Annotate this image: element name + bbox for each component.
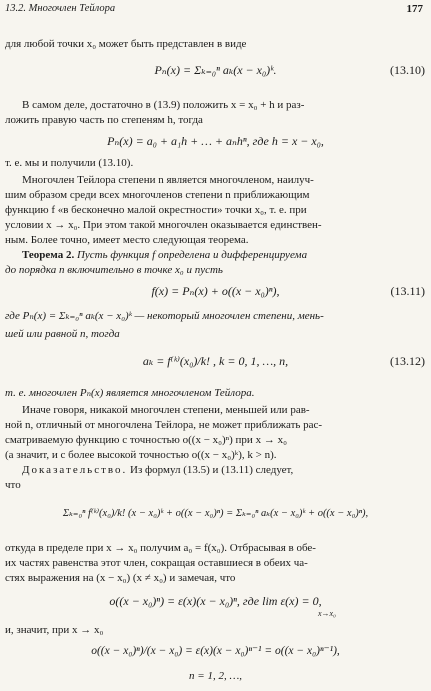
proof-label: Доказательство. [22,464,128,476]
equation-number: (13.11) [390,284,425,298]
equation-number: (13.10) [390,63,425,77]
section-title: 13.2. Многочлен Тейлора [5,3,116,14]
book-page: 13.2. Многочлен Тейлора 177 для любой точки x₀ может быть представлен в виде Pₙ(x) = Σₖ₌₀ⁿ aₖ(x − x₀)ᵏ. (13.10) В самом деле, достаточно в (13.9) положить x = x₀ + h и раз- ложить правую часть по степеням h, тогда Pₙ(x) = a₀ + a₁h + … + aₙhⁿ, где h = x − x₀, т. е. мы и получили (13.10). Многочлен Тейлора степени n является многочленом, наилуч- шим образом среди всех многочленов степени n приближающим функцию f «в бесконечно малой окрестности» точки x₀, т. е. при условии x → x₀. При этом такой многочлен оказывается единствен- ным. Более точно, имеет место следующая теорема. Теорема 2. Пусть функция f определена и дифференцируема до порядка n включительно в точке x₀ и пусть f(x) = Pₙ(x) + o((x − x₀)ⁿ), (13.11) где Pₙ(x) = Σₖ₌₀ⁿ aₖ(x − x₀)ᵏ — некоторый многочлен степени, мень- шей или равной n, тогда aₖ = f⁽ᵏ⁾(x₀)/k! , k = 0, 1, …, n, (13.12) т. е. многочлен Pₙ(x) является многочленом Тейлора. Иначе говоря, никакой многочлен степени, меньшей или рав- ной n, отличный от многочлена Тейлора, не может приближать рас- сматриваемую функцию с точностью o((x − x₀)ⁿ) при x → x₀ (а значит, и с более высокой точностью o((x − x₀)ᵏ), k > n). Доказательство. Из формул (13.5) и (13.11) следует, что Σₖ₌₀ⁿ f⁽ᵏ⁾(x₀)/k! (x − x₀)ᵏ + o((x − x₀)ⁿ) = Σₖ₌₀ⁿ aₖ(x − x₀)ᵏ + o((x − x₀)ⁿ), откуда в пределе при x → x₀ получим a₀ = f(x₀). Отбрасывая в обе- их частях равенства этот член, сокращая оставшиеся в обеих ча- стях выражения на (x − x₀) (x ≠ x₀) и замечая, что o((x − x₀)ⁿ) = ε(x)(x − x₀)ⁿ, где lim ε(x) = 0, x→x₀ и, значит, при x → x₀ o((x − x₀)ⁿ)/(x − x₀) = ε(x)(x − x₀)ⁿ⁻¹ = o((x − x₀)ⁿ⁻¹), n = 1, 2, …, [5,3,425,682]
theorem-label: Теорема 2. [22,249,75,261]
equation-number: (13.12) [390,354,425,368]
page-number: 177 [406,3,423,15]
